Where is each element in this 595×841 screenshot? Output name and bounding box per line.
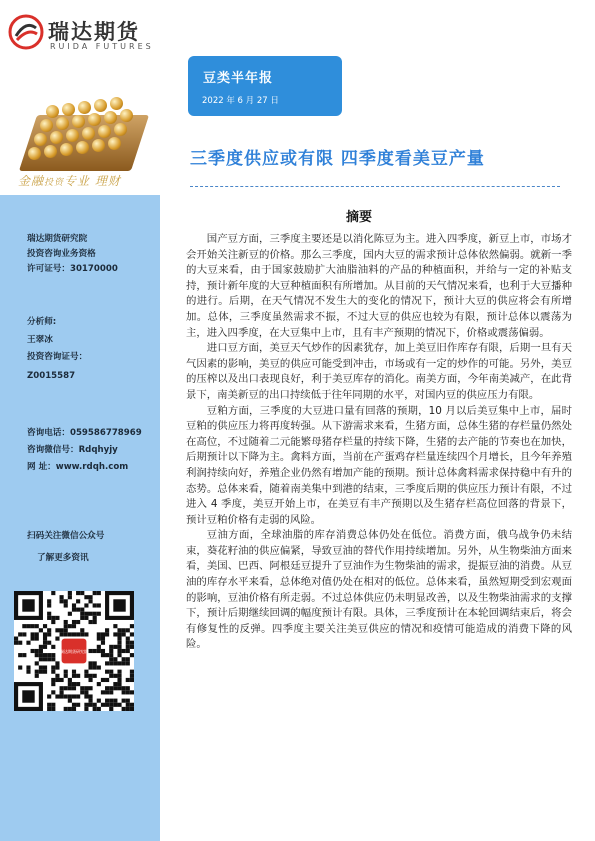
qr-code-icon [14,591,134,711]
qr-center-label: 瑞达期货研究院 [60,649,88,655]
consult-no: Z0015587 [27,371,76,381]
wechat-qr-code [14,591,134,711]
brand-logo [8,12,168,54]
abstract-body [186,232,572,653]
contact-website: 网 址：www.rdqh.com [27,462,129,472]
ruida-logo-icon [8,14,44,50]
abstract-title: 摘要 [346,210,373,225]
paragraph-soyoil: 豆油方面，全球油脂的库存消费总体仍处在低位。消费方面，俄乌战争仍未结束，葵花籽油的供应偏紧，导致豆油的替代作用持续增加。另外，从生物柴油方面来看，美国、巴西、阿根廷豆提升了豆油作为生物柴油的需求，提振豆油的消费。从豆油的库存水平来看，总体绝对值仍处在相对的低位。总体来看，虽然短期受到宏观面的影响，豆油价格有所走弱。不过总体供应仍未明显改善，以及生物柴油需求的支撑下，预计后期继续回调的幅度预计有限。具体，三季度预计在本轮回调结束后，将会有修复性的反弹。四季度主要关注美豆供应的情况和疫情可能造成的消费下降的风险。 [186,529,572,651]
analyst-name: 王翠冰 [27,335,53,345]
slogan-tail: 专业 理财 [64,174,121,188]
report-headline: 三季度供应或有限 四季度看美豆产量 [190,149,485,169]
paragraph-soymeal: 豆粕方面，三季度的大豆进口量有回落的预期，10 月以后美豆集中上市，届时豆粕的供应压力将再度转强。从下游需求来看，生猪方面，总体生猪的存栏量仍然处在高位，不过随着二元能繁母猪存栏量的持续下降，生猪的去产能的节奏也在加快，后期预计以下降为主。禽料方面，当前在产蛋鸡存栏量连续四个月增长，且今年养殖利润持续向好，养殖企业仍然有增加产能的预期。预计总体禽料需求保持稳中有升的态势。总体来看，随着南美集中到港的结束，三季度后期的供应压力预计有限，不过进入 4 季度，美豆开始上市，在美豆有丰产预期以及生猪存栏高位回落的背景下，预计豆粕价格有走弱的风险。 [186,404,572,526]
divider [190,186,560,187]
scan-tip: 扫码关注微信公众号 [27,531,105,541]
institute-name: 瑞达期货研究院 [27,234,88,244]
paragraph-domestic-soybean: 国产豆方面，三季度主要还是以消化陈豆为主。进入四季度，新豆上市，市场才会开始关注新豆的价格。那么三季度，国内大豆的需求预计总体依然偏弱。就新一季的大豆来看，由于国家鼓励扩大油脂油料的产品的种植面积，并给与一定的补贴支持，预计新年度的大豆种植面积有所增加。从目前的天气情况来看，也利于大豆播种的进行。后期，在天气情况不发生大的变化的情况下，预计大豆的供应将会有所增加。总体，三季度虽然需求不振，不过大豆的供应也较为有限，预计总体以震荡为主，进入四季度，在大豆集中上市，且有丰产预期的情况下，价格或震荡偏弱。 [186,233,572,339]
slogan-sub: 投资 [44,178,65,188]
report-date: 2022 年 6 月 27 日 [202,96,279,106]
report-type: 豆类半年报 [203,71,274,86]
contact-phone: 咨询电话：059586778969 [27,428,142,438]
contact-wechat: 咨询微信号：Rdqhyjy [27,445,118,455]
qualification: 投资咨询业务资格 [27,249,96,259]
analyst-label: 分析师: [27,317,57,327]
brand-slogan [18,172,121,189]
report-banner [188,56,342,116]
brand-name-en: RUIDA FUTURES [50,42,154,51]
sidebar-panel [0,195,160,841]
consult-no-label: 投资咨询证号： [27,352,88,362]
license-number: 许可证号：30170000 [27,264,118,274]
paragraph-imported-soybean: 进口豆方面，美豆天气炒作的因素犹存，加上美豆旧作库存有限，后期一旦有天气因素的影响，美豆的供应可能受到冲击，市场或有一定的炒作的可能。另外，美豆的压榨以及出口表现良好，利于美豆库存的消化。南美方面，今年南美减产，在此背景下，南美新豆的出口持续低于往年同期的水平，对国内豆的供应压力有限。 [186,342,572,401]
slogan-main: 金融 [18,174,45,188]
brand-name: 瑞达期货 [48,20,140,44]
scan-tip-sub: 了解更多资讯 [37,553,89,563]
